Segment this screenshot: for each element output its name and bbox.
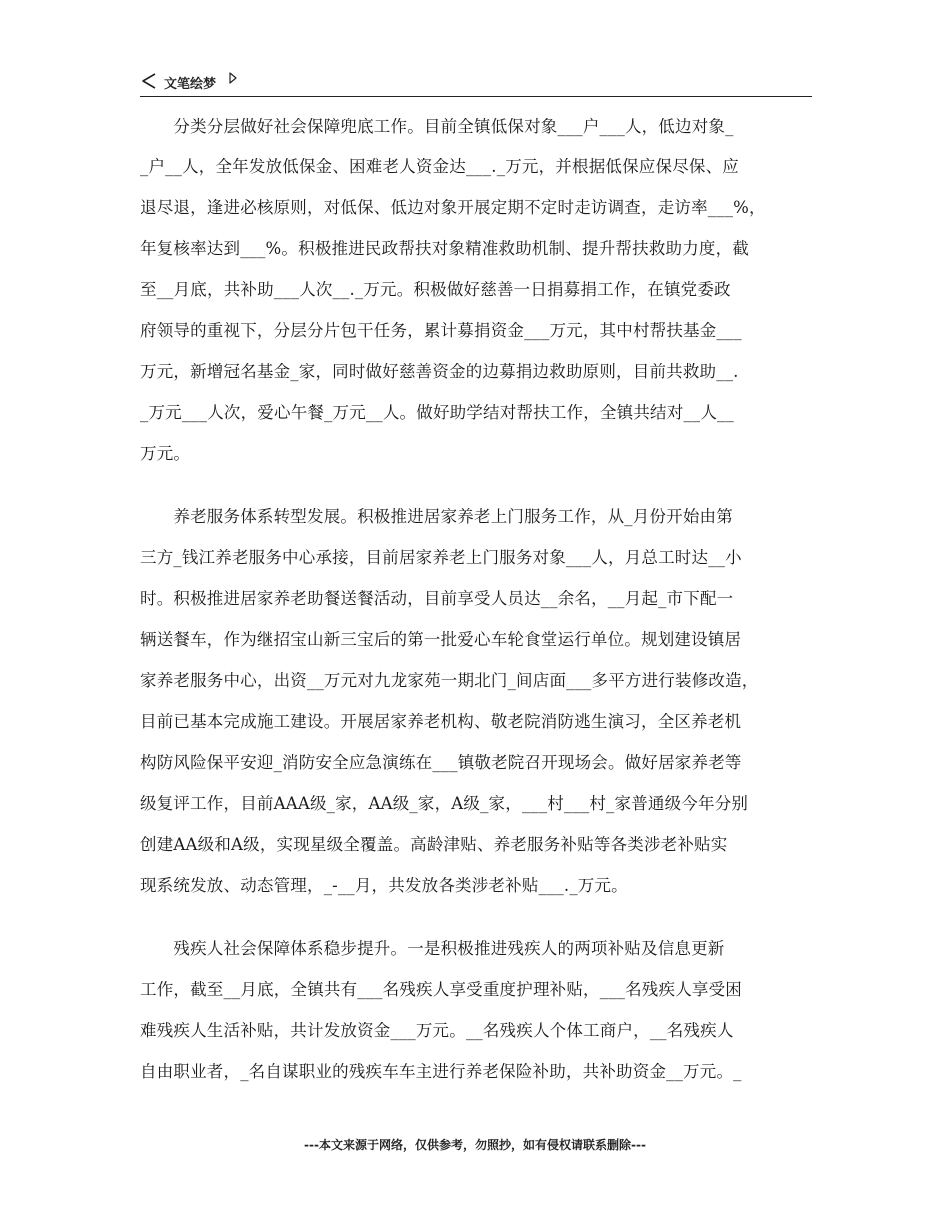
page-footer-disclaimer: ---本文来源于网络，仅供参考，勿照抄，如有侵权请联系删除---	[304, 1138, 646, 1152]
text-line: 难残疾人生活补贴，共计发放资金___万元。__名残疾人个体工商户，__名残疾人	[140, 1021, 734, 1040]
text-line: 构防风险保平安迎_消防安全应急演练在___镇敬老院召开现场会。做好居家养老等	[140, 753, 742, 772]
text-line: 年复核率达到___%。积极推进民政帮扶对象精准救助机制、提升帮扶救助力度，截	[140, 239, 750, 258]
text-line: 万元，新增冠名基金_家，同时做好慈善资金的边募捐边救助原则，目前共救助__.	[140, 362, 739, 381]
text-line: 级复评工作，目前AAA级_家，AA级_家，A级_家，___村___村_家普通级今年分别	[140, 794, 749, 813]
page-header	[140, 70, 812, 97]
text-line: 目前已基本完成施工建设。开展居家养老机构、敬老院消防逃生演习，全区养老机	[140, 712, 742, 731]
header-title: 文笔绘梦	[164, 77, 217, 92]
text-line: 创建AA级和A级，实现星级全覆盖。高龄津贴、养老服务补贴等各类涉老补贴实	[140, 835, 728, 854]
text-line: 养老服务体系转型发展。积极推进居家养老上门服务工作，从_月份开始由第	[140, 507, 733, 526]
text-line: 退尽退，逢进必核原则，对低保、低边对象开展定期不定时走访调查，走访率___%，	[140, 198, 766, 217]
text-line: 自由职业者，_名自谋职业的残疾车车主进行养老保险补助，共补助资金__万元。_	[140, 1062, 742, 1081]
text-line: _万元___人次，爱心午餐_万元__人。做好助学结对帮扶工作，全镇共结对__人__	[140, 403, 734, 422]
text-line: _户__人，全年发放低保金、困难老人资金达___._万元，并根据低保应保尽保、应	[140, 157, 739, 176]
text-line: 工作，截至__月底，全镇共有___名残疾人享受重度护理补贴，___名残疾人享受困	[140, 980, 742, 999]
triangle-right-small-outline-icon	[228, 72, 238, 84]
text-line: 分类分层做好社会保障兜底工作。目前全镇低保对象___户___人，低边对象_	[140, 117, 734, 136]
text-line: 辆送餐车，作为继招宝山新三宝后的第一批爱心车轮食堂运行单位。规划建设镇居	[140, 630, 742, 649]
text-line: 现系统发放、动态管理，_-__月，共发放各类涉老补贴___._万元。	[140, 876, 628, 895]
text-line: 残疾人社会保障体系稳步提升。一是积极推进残疾人的两项补贴及信息更新	[140, 939, 725, 958]
text-line: 万元。	[140, 444, 191, 463]
text-line: 家养老服务中心，出资__万元对九龙家苑一期北门_间店面___多平方进行装修改造，	[140, 671, 759, 690]
triangle-left-outline-icon	[140, 72, 158, 90]
text-line: 府领导的重视下，分层分片包干任务，累计募捐资金___万元，其中村帮扶基金___	[140, 321, 742, 340]
text-line: 至__月底，共补助___人次__._万元。积极做好慈善一日捐募捐工作，在镇党委政	[140, 280, 731, 299]
text-line: 时。积极推进居家养老助餐送餐活动，目前享受人员达__余名，__月起_市下配一	[140, 589, 734, 608]
text-line: 三方_钱江养老服务中心承接，目前居家养老上门服务对象___人，月总工时达__小	[140, 548, 742, 567]
